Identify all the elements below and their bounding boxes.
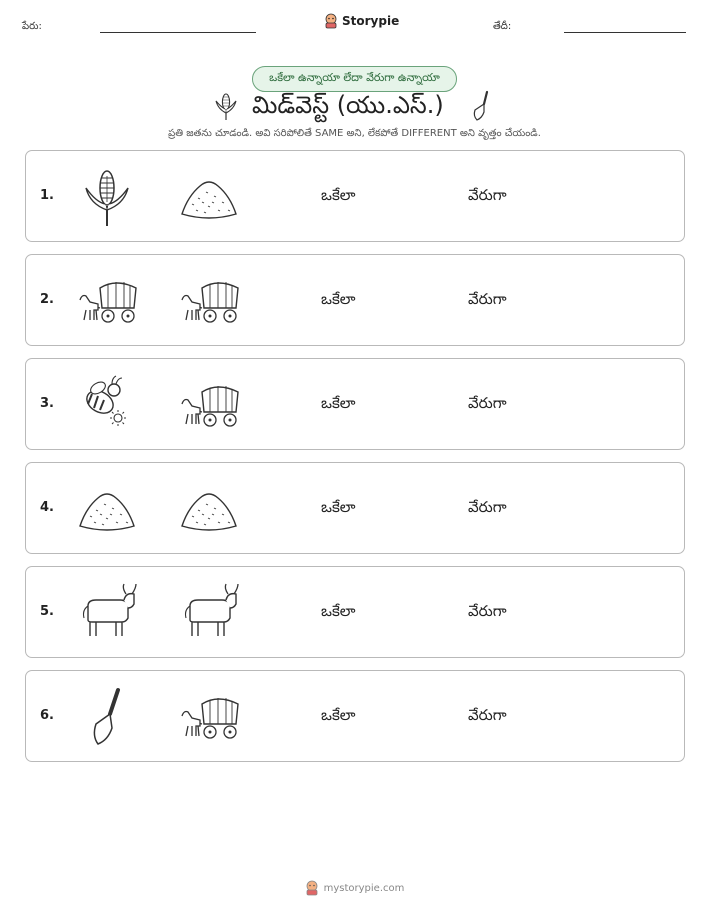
worksheet-header [0,0,709,40]
question-row [25,566,685,658]
grain-pile-icon [76,478,138,540]
question-number: 3. [40,396,54,411]
bee-icon [76,374,138,436]
trowel-icon [76,686,138,748]
corn-icon [76,166,138,228]
instructions: ప్రతి జతను చూడండి. అవి సరిపోలితే SAME అని, లేకపోతే DIFFERENT అని వృత్తం చేయండి. [168,128,541,139]
date-label: తేదీ: [493,21,512,32]
question-number: 1. [40,188,54,203]
question-number: 2. [40,292,54,307]
worksheet-type-pill: ఒకేలా ఉన్నాయా లేదా వేరుగా ఉన్నాయా [252,66,457,92]
grain-pile-icon [178,166,240,228]
same-option[interactable]: ఒకేలా [321,706,356,724]
question-row [25,254,685,346]
corn-icon [214,91,238,121]
brand-name: Storypie [342,14,400,28]
different-option[interactable]: వేరుగా [468,498,507,516]
grain-pile-icon [178,478,240,540]
question-row [25,358,685,450]
page-title: మిడ్‌వెస్ట్ (యు.ఎస్.) [252,91,444,119]
same-option[interactable]: ఒకేలా [321,186,356,204]
covered-wagon-icon [178,374,240,436]
different-option[interactable]: వేరుగా [468,706,507,724]
same-option[interactable]: ఒకేలా [321,394,356,412]
question-number: 5. [40,604,54,619]
ox-icon [76,582,138,644]
different-option[interactable]: వేరుగా [468,290,507,308]
title-row [0,88,709,128]
covered-wagon-icon [178,686,240,748]
same-option[interactable]: ఒకేలా [321,290,356,308]
brand [324,13,399,29]
question-row [25,462,685,554]
storypie-logo-icon [324,13,338,29]
covered-wagon-icon [76,270,138,332]
date-line[interactable] [564,32,686,33]
name-line[interactable] [100,32,256,33]
storypie-logo-icon [305,880,319,896]
name-label: పేరు: [22,21,42,32]
footer-site[interactable]: mystorypie.com [323,882,405,894]
same-option[interactable]: ఒకేలా [321,498,356,516]
question-row [25,150,685,242]
different-option[interactable]: వేరుగా [468,394,507,412]
ox-icon [178,582,240,644]
question-number: 6. [40,708,54,723]
same-option[interactable]: ఒకేలా [321,602,356,620]
question-number: 4. [40,500,54,515]
footer [0,880,709,896]
covered-wagon-icon [178,270,240,332]
different-option[interactable]: వేరుగా [468,602,507,620]
different-option[interactable]: వేరుగా [468,186,507,204]
question-row [25,670,685,762]
trowel-icon [470,90,492,122]
